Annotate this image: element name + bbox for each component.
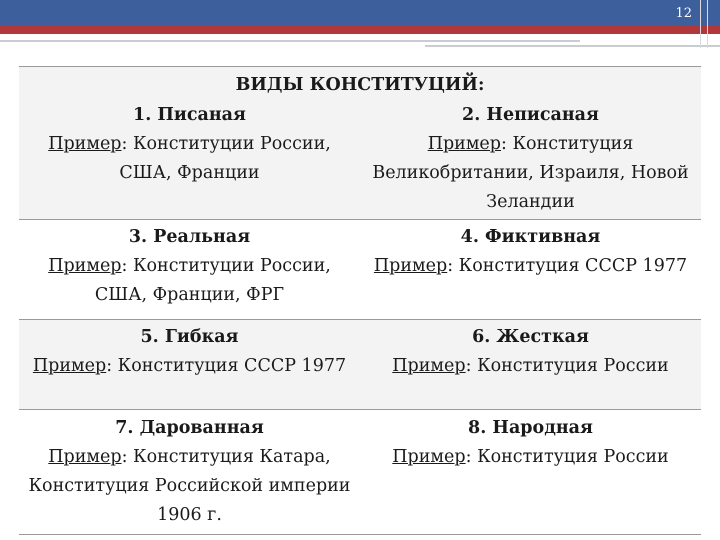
example-label: Пример: [32, 356, 107, 376]
cell-title: 7. Дарованная: [115, 418, 264, 438]
table-cell: [360, 320, 701, 410]
table-cell: [19, 320, 360, 410]
example-text: : Конституция СССР 1977: [106, 356, 347, 376]
example-label: Пример: [48, 256, 122, 276]
slide-top-bar: [0, 0, 720, 26]
constitutions-table: [19, 66, 701, 535]
cell-title: 5. Гибкая: [140, 327, 239, 347]
table-cell: [19, 220, 360, 320]
example-text: : Конституции России,: [121, 256, 331, 276]
example-label: Пример: [373, 256, 448, 276]
table-cell: [19, 410, 360, 535]
table-title: ВИДЫ КОНСТИТУЦИЙ:: [19, 67, 701, 101]
example-extra: США, Франции: [119, 163, 260, 183]
example-extra: Конституция Российской империи 1906 г.: [28, 476, 351, 525]
cell-title: 2. Неписаная: [462, 105, 599, 125]
cell-title: 8. Народная: [468, 418, 593, 438]
decor-stripe: [0, 40, 580, 42]
example-text: : Конституция России: [465, 447, 669, 467]
slide-accent-stripe: [0, 26, 720, 34]
cell-title: 1. Писаная: [133, 105, 246, 125]
decor-line: [700, 0, 701, 48]
decor-stripe: [425, 45, 720, 47]
cell-title: 6. Жесткая: [472, 327, 589, 347]
example-label: Пример: [427, 134, 501, 154]
table-cell: [360, 410, 701, 535]
page-number: 12: [675, 6, 692, 21]
example-text: : Конституции России,: [121, 134, 331, 154]
example-label: Пример: [48, 134, 122, 154]
example-extra: США, Франции, ФРГ: [94, 285, 285, 305]
example-label: Пример: [392, 447, 466, 467]
example-text: : Конституция Катара,: [121, 447, 331, 467]
example-text: : Конституция СССР 1977: [447, 256, 688, 276]
example-text: : Конституция России: [465, 356, 669, 376]
cell-title: 4. Фиктивная: [460, 227, 601, 247]
example-text: : Конституция: [501, 134, 634, 154]
table-cell: [360, 220, 701, 320]
example-extra: Великобритании, Израиля, Новой Зеландии: [372, 163, 689, 212]
decor-line: [707, 0, 708, 48]
table-cell: [360, 100, 701, 220]
example-label: Пример: [392, 356, 466, 376]
table-cell: [19, 100, 360, 220]
cell-title: 3. Реальная: [128, 227, 251, 247]
example-label: Пример: [48, 447, 122, 467]
